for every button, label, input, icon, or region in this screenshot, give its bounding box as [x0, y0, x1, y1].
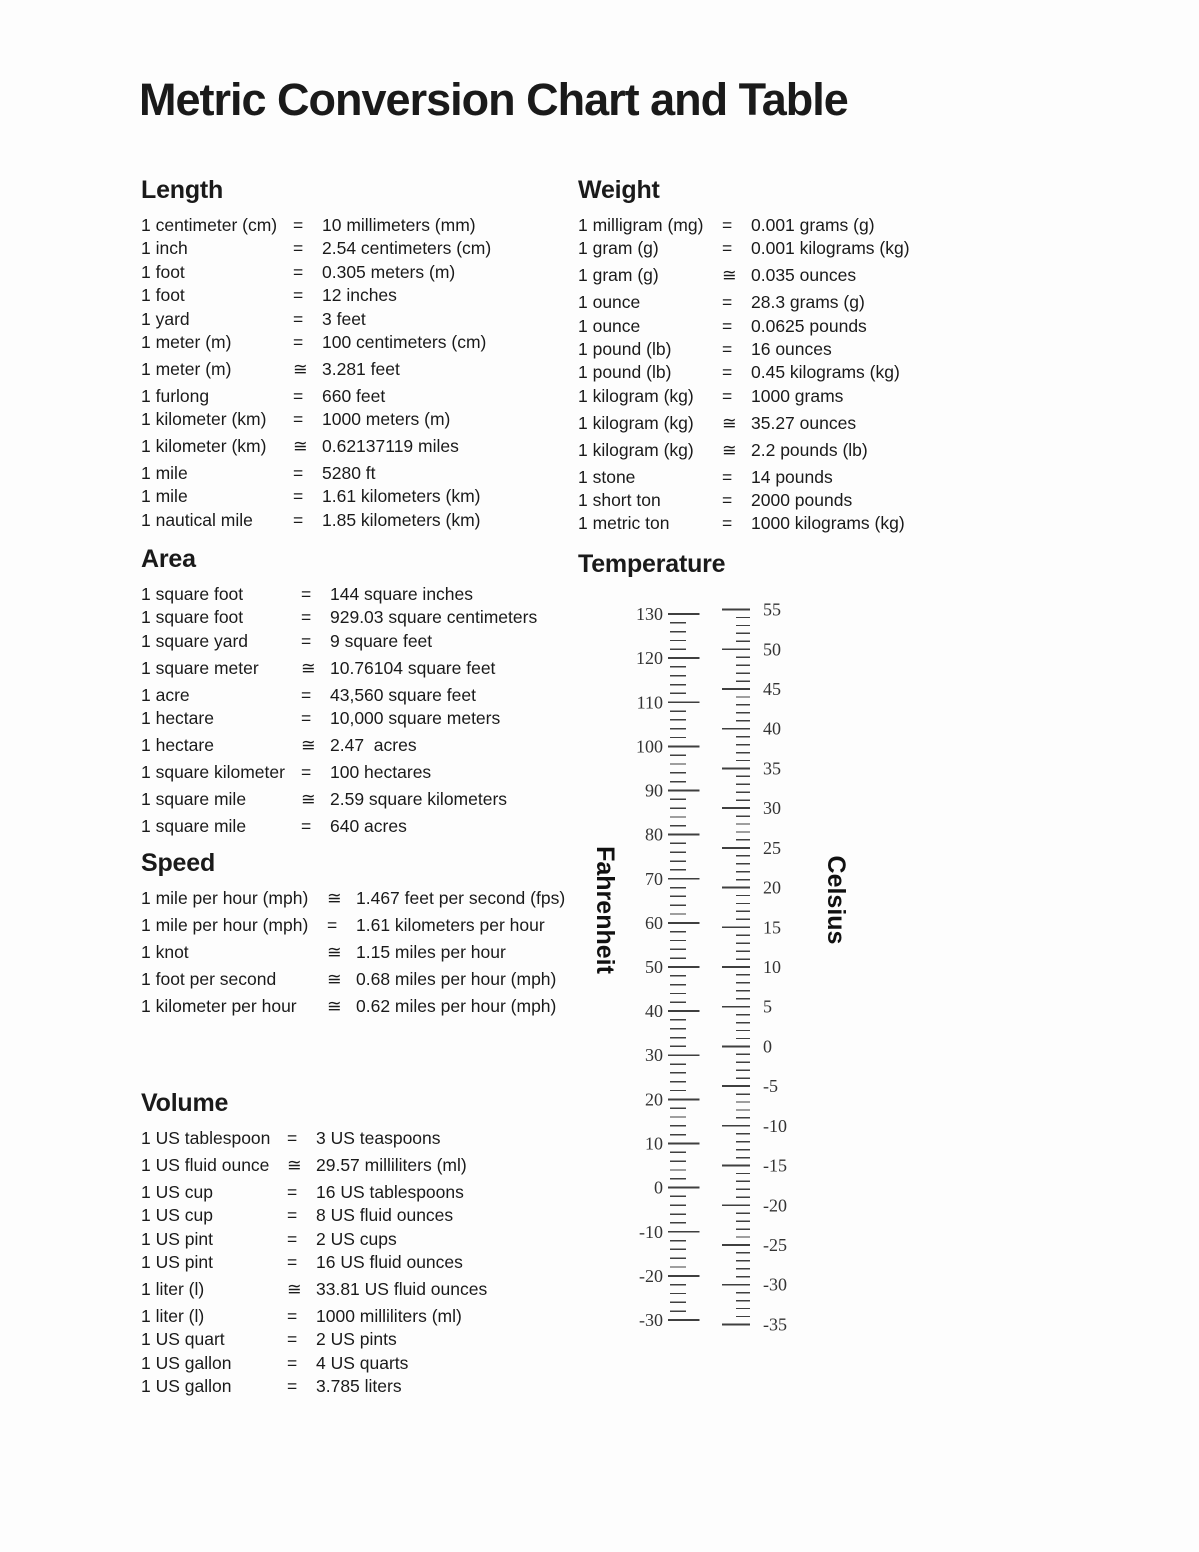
row-label: 1 US gallon: [141, 1352, 232, 1373]
conversion-row: [141, 684, 586, 707]
row-value: 1.15 miles per hour: [356, 941, 506, 962]
relation-symbol: =: [722, 215, 733, 235]
row-label: 1 square mile: [141, 788, 247, 809]
temperature-scale: [578, 588, 908, 1363]
row-value: 5280 ft: [322, 463, 376, 484]
relation-symbol: =: [301, 607, 312, 628]
fahrenheit-tick-label: 120: [636, 648, 663, 669]
relation-symbol: =: [293, 463, 304, 484]
fahrenheit-tick-label: 80: [645, 824, 663, 845]
row-value: 1.85 kilometers (km): [322, 509, 481, 530]
section-heading-area: Area: [141, 545, 196, 573]
conversion-row: [141, 1375, 586, 1398]
conversion-row: [141, 1181, 586, 1204]
row-label: 1 US cup: [141, 1205, 213, 1226]
row-value: 640 acres: [330, 815, 407, 836]
celsius-tick-label: 50: [763, 639, 781, 660]
conversion-row: [141, 995, 601, 1018]
relation-symbol: ≅: [301, 788, 316, 809]
conversion-row: [141, 968, 601, 991]
row-label: 1 metric ton: [578, 513, 670, 534]
row-value: 144 square inches: [330, 584, 474, 604]
section-heading-speed: Speed: [141, 849, 216, 877]
row-value: 3.785 liters: [316, 1376, 402, 1397]
conversion-row: [578, 338, 1023, 361]
row-value: 0.001 grams (g): [751, 215, 875, 235]
row-value: 29.57 milliliters (ml): [316, 1154, 467, 1175]
relation-symbol: ≅: [287, 1154, 302, 1175]
row-label: 1 foot per second: [141, 968, 277, 989]
relation-symbol: =: [722, 238, 733, 259]
fahrenheit-tick-label: 60: [645, 912, 663, 933]
row-label: 1 liter (l): [141, 1305, 205, 1326]
relation-symbol: ≅: [301, 734, 316, 755]
relation-symbol: =: [293, 308, 304, 329]
row-label: 1 meter (m): [141, 358, 232, 379]
fahrenheit-tick-label: -10: [639, 1221, 663, 1242]
conversion-row: [141, 606, 586, 629]
row-label: 1 furlong: [141, 385, 210, 406]
conversion-row: [141, 1328, 586, 1351]
relation-symbol: =: [293, 409, 304, 430]
celsius-tick-label: -30: [763, 1274, 787, 1295]
conversion-row: [141, 462, 586, 485]
relation-symbol: =: [722, 362, 733, 383]
relation-symbol: ≅: [722, 265, 737, 286]
row-label: 1 ounce: [578, 292, 641, 313]
relation-symbol: ≅: [287, 1278, 302, 1299]
section-speed: [141, 849, 601, 1022]
fahrenheit-tick-label: 110: [636, 692, 663, 713]
section-heading-temperature: Temperature: [578, 550, 726, 578]
row-label: 1 nautical mile: [141, 509, 253, 530]
fahrenheit-tick-label: 10: [645, 1133, 663, 1154]
relation-symbol: =: [287, 1205, 298, 1226]
relation-symbol: ≅: [722, 412, 737, 433]
conversion-row: [578, 361, 1023, 384]
fahrenheit-tick-label: -20: [639, 1265, 663, 1286]
celsius-tick-label: -25: [763, 1235, 787, 1255]
relation-symbol: =: [722, 339, 733, 360]
conversion-row: [141, 385, 586, 408]
row-label: 1 pound (lb): [578, 362, 672, 383]
celsius-tick-label: -5: [763, 1076, 778, 1097]
relation-symbol: =: [301, 630, 312, 651]
celsius-tick-label: 20: [763, 877, 781, 898]
conversion-row: [141, 358, 586, 381]
conversion-row: [578, 264, 1023, 287]
row-value: 2.54 centimeters (cm): [322, 238, 492, 259]
celsius-tick-label: 45: [763, 679, 781, 699]
section-heading-volume: Volume: [141, 1089, 229, 1117]
conversion-row: [141, 435, 586, 458]
row-value: 1.467 feet per second (fps): [356, 888, 566, 908]
relation-symbol: =: [301, 684, 312, 705]
row-value: 0.0625 pounds: [751, 315, 867, 336]
conversion-row: [141, 788, 586, 811]
relation-symbol: ≅: [293, 358, 308, 379]
row-label: 1 kilometer (km): [141, 436, 267, 457]
celsius-tick-label: 35: [763, 758, 781, 779]
relation-symbol: =: [293, 238, 304, 259]
section-heading-length: Length: [141, 176, 224, 204]
row-label: 1 kilogram (kg): [578, 385, 694, 406]
relation-symbol: =: [301, 708, 312, 729]
row-value: 0.001 kilograms (kg): [751, 238, 910, 259]
conversion-row: [141, 509, 586, 532]
row-label: 1 US gallon: [141, 1376, 232, 1397]
row-value: 12 inches: [322, 285, 397, 306]
row-value: 929.03 square centimeters: [330, 607, 538, 628]
conversion-row: [578, 214, 1023, 237]
celsius-tick-label: 10: [763, 957, 781, 977]
fahrenheit-tick-label: -30: [639, 1310, 663, 1330]
row-label: 1 mile: [141, 486, 188, 507]
row-value: 2.59 square kilometers: [330, 788, 508, 809]
conversion-row: [141, 761, 586, 784]
conversion-row: [141, 887, 601, 910]
relation-symbol: =: [287, 1352, 298, 1373]
row-label: 1 acre: [141, 684, 190, 705]
relation-symbol: =: [287, 1128, 298, 1148]
relation-symbol: =: [327, 914, 338, 935]
celsius-axis-label: Celsius: [822, 855, 850, 945]
conversion-row: [141, 914, 601, 937]
row-label: 1 ounce: [578, 315, 641, 336]
row-value: 16 US fluid ounces: [316, 1252, 463, 1273]
celsius-tick-label: 5: [763, 996, 772, 1017]
section-area: [141, 545, 586, 838]
relation-symbol: ≅: [327, 888, 342, 908]
row-value: 660 feet: [322, 385, 386, 406]
row-value: 33.81 US fluid ounces: [316, 1278, 488, 1299]
row-value: 28.3 grams (g): [751, 292, 865, 313]
row-value: 16 US tablespoons: [316, 1181, 464, 1202]
relation-symbol: =: [722, 489, 733, 510]
row-value: 10.76104 square feet: [330, 657, 496, 678]
celsius-tick-label: -20: [763, 1195, 787, 1216]
section-temperature: [578, 550, 918, 1363]
conversion-row: [578, 489, 1023, 512]
relation-symbol: =: [287, 1305, 298, 1326]
relation-symbol: ≅: [327, 968, 342, 989]
section-length: [141, 176, 586, 532]
celsius-tick-label: 15: [763, 917, 781, 938]
conversion-row: [141, 308, 586, 331]
row-label: 1 inch: [141, 238, 188, 259]
row-label: 1 square mile: [141, 815, 247, 836]
row-value: 14 pounds: [751, 466, 833, 487]
conversion-row: [578, 466, 1023, 489]
row-value: 16 ounces: [751, 339, 832, 360]
conversion-row: [141, 1305, 586, 1328]
relation-symbol: ≅: [327, 995, 342, 1016]
fahrenheit-tick-label: 30: [645, 1045, 663, 1066]
conversion-row: [141, 1127, 586, 1150]
row-label: 1 US cup: [141, 1181, 213, 1202]
relation-symbol: =: [287, 1181, 298, 1202]
conversion-row: [578, 439, 1023, 462]
fahrenheit-tick-label: 50: [645, 957, 663, 977]
row-value: 10 millimeters (mm): [322, 215, 476, 235]
conversion-row: [141, 331, 586, 354]
conversion-row: [141, 1278, 586, 1301]
relation-symbol: =: [722, 466, 733, 487]
conversion-row: [141, 657, 586, 680]
row-value: 0.45 kilograms (kg): [751, 362, 900, 383]
celsius-tick-label: 30: [763, 798, 781, 819]
conversion-row: [141, 1204, 586, 1227]
row-label: 1 US pint: [141, 1252, 213, 1273]
relation-symbol: =: [293, 332, 304, 353]
relation-symbol: =: [287, 1329, 298, 1350]
celsius-tick-label: -35: [763, 1314, 787, 1335]
row-value: 1000 meters (m): [322, 409, 451, 430]
relation-symbol: =: [722, 385, 733, 406]
row-label: 1 kilometer (km): [141, 409, 267, 430]
row-label: 1 kilometer per hour: [141, 995, 297, 1016]
row-value: 1000 milliliters (ml): [316, 1305, 462, 1326]
row-value: 3.281 feet: [322, 358, 400, 379]
conversion-row: [141, 630, 586, 653]
row-label: 1 square kilometer: [141, 761, 285, 782]
row-label: 1 square foot: [141, 584, 244, 604]
relation-symbol: =: [301, 584, 312, 604]
relation-symbol: =: [722, 292, 733, 313]
section-heading-weight: Weight: [578, 176, 660, 204]
relation-symbol: =: [722, 315, 733, 336]
row-label: 1 milligram (mg): [578, 215, 704, 235]
conversion-row: [141, 1251, 586, 1274]
row-label: 1 square foot: [141, 607, 244, 628]
conversion-row: [141, 707, 586, 730]
conversion-row: [141, 237, 586, 260]
row-value: 35.27 ounces: [751, 412, 857, 433]
row-value: 1.61 kilometers per hour: [356, 914, 545, 935]
relation-symbol: =: [293, 285, 304, 306]
row-value: 8 US fluid ounces: [316, 1205, 454, 1226]
row-value: 1000 kilograms (kg): [751, 513, 905, 534]
conversion-row: [141, 583, 586, 606]
celsius-tick-label: 40: [763, 718, 781, 739]
fahrenheit-tick-label: 70: [645, 868, 663, 889]
relation-symbol: =: [301, 761, 312, 782]
relation-symbol: =: [293, 261, 304, 282]
row-label: 1 foot: [141, 285, 185, 306]
celsius-tick-label: -15: [763, 1155, 787, 1176]
row-label: 1 gram (g): [578, 238, 659, 259]
conversion-row: [141, 261, 586, 284]
relation-symbol: =: [722, 513, 733, 534]
row-label: 1 US quart: [141, 1329, 225, 1350]
fahrenheit-tick-label: 90: [645, 780, 663, 801]
row-label: 1 mile: [141, 463, 188, 484]
relation-symbol: ≅: [293, 436, 308, 457]
conversion-row: [141, 284, 586, 307]
row-value: 3 feet: [322, 308, 366, 329]
row-label: 1 mile per hour (mph): [141, 914, 309, 935]
conversion-row: [578, 315, 1023, 338]
row-label: 1 hectare: [141, 734, 214, 755]
row-label: 1 liter (l): [141, 1278, 205, 1299]
celsius-tick-label: 25: [763, 837, 781, 858]
row-label: 1 gram (g): [578, 265, 659, 286]
conversion-row: [141, 815, 586, 838]
row-value: 4 US quarts: [316, 1352, 409, 1373]
conversion-row: [578, 412, 1023, 435]
conversion-row: [141, 1352, 586, 1375]
section-weight: [578, 176, 1023, 536]
relation-symbol: ≅: [327, 941, 342, 962]
fahrenheit-tick-label: 130: [636, 604, 663, 624]
row-value: 2 US pints: [316, 1329, 397, 1350]
conversion-row: [141, 485, 586, 508]
conversion-row: [141, 734, 586, 757]
conversion-row: [141, 941, 601, 964]
row-value: 2 US cups: [316, 1228, 397, 1249]
row-label: 1 meter (m): [141, 332, 232, 353]
conversion-row: [578, 291, 1023, 314]
row-value: 0.62 miles per hour (mph): [356, 995, 557, 1016]
row-label: 1 foot: [141, 261, 185, 282]
speed-rows: [141, 887, 601, 1018]
row-value: 100 hectares: [330, 761, 432, 782]
row-value: 3 US teaspoons: [316, 1128, 441, 1148]
row-label: 1 centimeter (cm): [141, 215, 278, 235]
row-value: 0.62137119 miles: [322, 436, 459, 457]
row-label: 1 stone: [578, 466, 636, 487]
row-value: 2000 pounds: [751, 489, 853, 510]
conversion-row: [578, 385, 1023, 408]
row-label: 1 square meter: [141, 657, 259, 678]
row-label: 1 square yard: [141, 630, 249, 651]
row-label: 1 kilogram (kg): [578, 439, 694, 460]
relation-symbol: =: [287, 1252, 298, 1273]
row-label: 1 US tablespoon: [141, 1128, 271, 1148]
fahrenheit-tick-label: 100: [636, 736, 663, 757]
fahrenheit-tick-label: 20: [645, 1089, 663, 1110]
row-label: 1 US fluid ounce: [141, 1154, 270, 1175]
row-label: 1 mile per hour (mph): [141, 888, 309, 908]
conversion-row: [141, 214, 586, 237]
relation-symbol: =: [293, 509, 304, 530]
row-label: 1 pound (lb): [578, 339, 672, 360]
relation-symbol: =: [293, 215, 304, 235]
conversion-row: [141, 408, 586, 431]
row-value: 100 centimeters (cm): [322, 332, 487, 353]
row-label: 1 kilogram (kg): [578, 412, 694, 433]
row-value: 10,000 square meters: [330, 708, 501, 729]
weight-rows: [578, 214, 1023, 536]
row-value: 0.035 ounces: [751, 265, 857, 286]
relation-symbol: =: [287, 1228, 298, 1249]
relation-symbol: =: [293, 385, 304, 406]
row-value: 9 square feet: [330, 630, 433, 651]
row-value: 43,560 square feet: [330, 684, 476, 705]
relation-symbol: ≅: [722, 439, 737, 460]
fahrenheit-tick-label: 40: [645, 1001, 663, 1022]
fahrenheit-tick-label: 0: [654, 1177, 663, 1198]
relation-symbol: ≅: [301, 657, 316, 678]
relation-symbol: =: [301, 815, 312, 836]
row-label: 1 short ton: [578, 489, 661, 510]
volume-rows: [141, 1127, 586, 1398]
row-value: 0.68 miles per hour (mph): [356, 968, 557, 989]
fahrenheit-axis-label: Fahrenheit: [591, 846, 619, 974]
row-label: 1 knot: [141, 941, 189, 962]
conversion-row: [141, 1228, 586, 1251]
area-rows: [141, 583, 586, 838]
section-volume: [141, 1089, 586, 1398]
conversion-row: [141, 1154, 586, 1177]
row-value: 0.305 meters (m): [322, 261, 456, 282]
relation-symbol: =: [293, 486, 304, 507]
conversion-row: [578, 237, 1023, 260]
length-rows: [141, 214, 586, 532]
row-value: 2.2 pounds (lb): [751, 439, 868, 460]
row-label: 1 yard: [141, 308, 190, 329]
row-label: 1 US pint: [141, 1228, 213, 1249]
celsius-tick-label: -10: [763, 1115, 787, 1136]
celsius-tick-label: 55: [763, 599, 781, 620]
row-value: 2.47 acres: [330, 734, 417, 755]
row-value: 1.61 kilometers (km): [322, 486, 481, 507]
row-label: 1 hectare: [141, 708, 214, 729]
conversion-row: [578, 512, 1023, 535]
relation-symbol: =: [287, 1376, 298, 1397]
row-value: 1000 grams: [751, 385, 844, 406]
celsius-tick-label: 0: [763, 1036, 772, 1057]
page-title: Metric Conversion Chart and Table: [139, 74, 848, 125]
